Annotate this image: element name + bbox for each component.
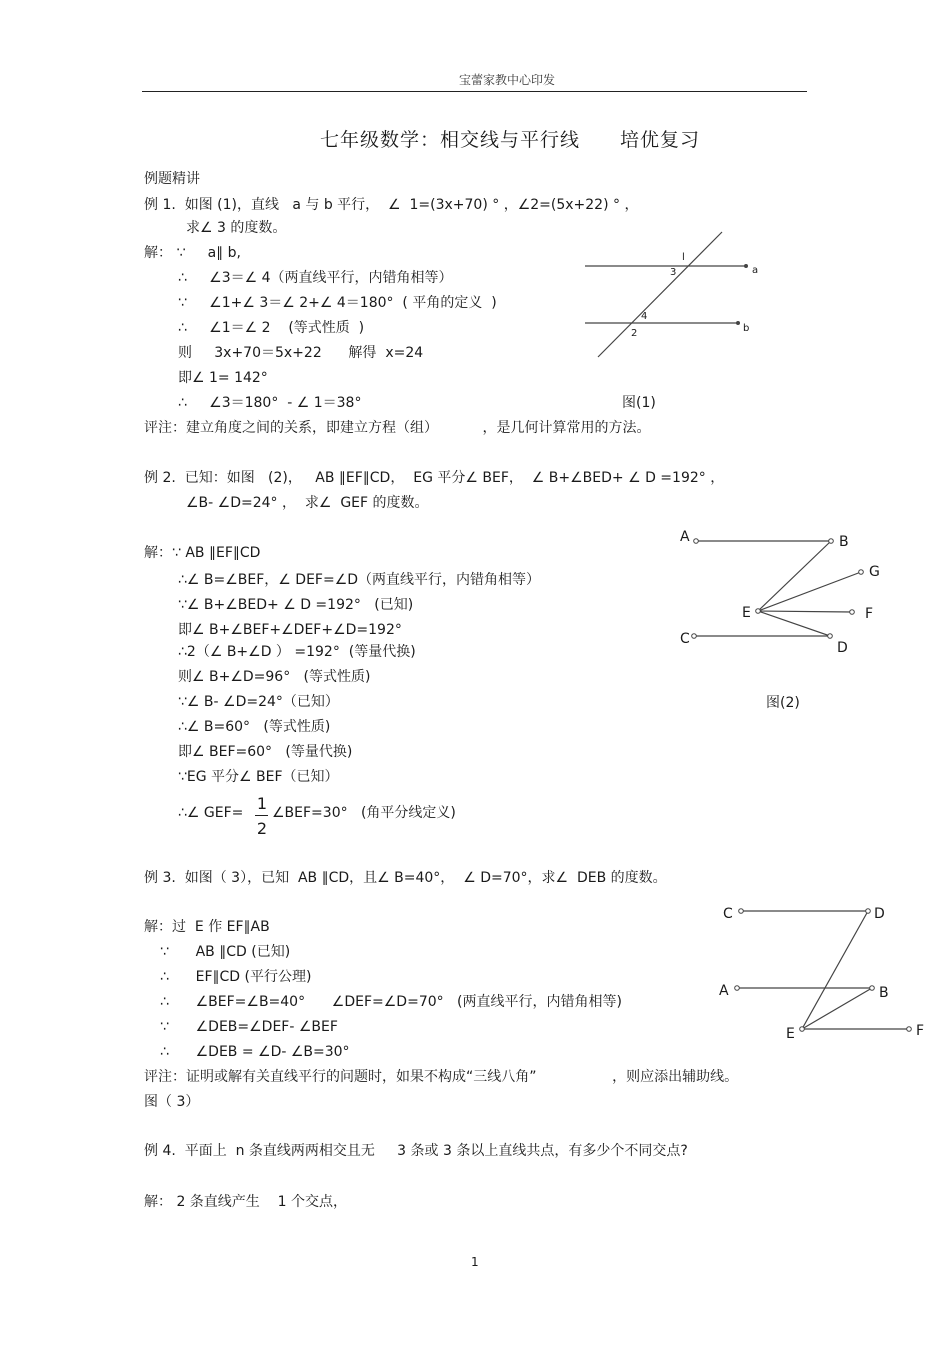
point-C xyxy=(739,909,744,914)
fig3-label-C: C xyxy=(723,906,733,922)
fig1-label-l: l xyxy=(682,252,685,263)
ex4-solution-line: 解： 2 条直线产生 1 个交点， xyxy=(144,1194,347,1210)
ex2-solution-line: 即∠ B+∠BEF+∠DEF+∠D=192° xyxy=(178,622,402,638)
ex2-final-line-suffix: ∠BEF=30° (角平分线定义) xyxy=(272,805,456,821)
ex1-question-line2: 求∠ 3 的度数。 xyxy=(186,220,287,236)
point-D xyxy=(866,909,871,914)
ex2-solution-line: ∵∠ B- ∠D=24°（已知） xyxy=(178,694,339,710)
fig1-label-b: b xyxy=(743,323,750,334)
page-title: 七年级数学：相交线与平行线 培优复习 xyxy=(320,129,701,151)
ex2-solution-line: 即∠ BEF=60° (等量代换) xyxy=(178,744,353,760)
ex2-solution-line: ∵∠ B+∠BED+ ∠ D =192° (已知) xyxy=(178,597,414,613)
page-number: 1 xyxy=(471,1255,479,1269)
point-E xyxy=(800,1027,805,1032)
figure-2-caption: 图(2) xyxy=(766,695,800,711)
ex2-solution-line: ∵EG 平分∠ BEF（已知） xyxy=(178,769,339,785)
ex1-solution-line: 即∠ 1= 142° xyxy=(178,370,268,386)
figure-3-caption: 图（ 3） xyxy=(144,1094,200,1110)
ex3-solution-line: ∴ ∠BEF=∠B=40° ∠DEF=∠D=70° (两直线平行，内错角相等) xyxy=(160,994,622,1010)
fig3-label-B: B xyxy=(879,985,889,1001)
segment-EB xyxy=(802,988,872,1029)
ex2-final-line-prefix: ∴∠ GEF= xyxy=(178,805,244,821)
fig1-label-2: 2 xyxy=(631,328,638,339)
ex3-note: 评注：证明或解有关直线平行的问题时，如果不构成“三线八角” ，则应添出辅助线。 xyxy=(144,1069,739,1085)
fig2-label-G: G xyxy=(869,564,880,580)
fig3-label-E: E xyxy=(786,1026,795,1042)
fig3-label-D: D xyxy=(874,906,885,922)
ex1-solution-line: 则 3x+70＝5x+22 解得 x=24 xyxy=(178,345,424,361)
segment-ED xyxy=(802,911,868,1029)
point-B xyxy=(870,986,875,991)
fig1-label-4: 4 xyxy=(641,311,648,322)
ex2-question-line1: 例 2. 已知：如图 (2)， AB ∥EF∥CD， EG 平分∠ BEF， ∠ B+∠BED+ ∠ D =192° ， xyxy=(144,470,725,486)
fig3-label-F: F xyxy=(916,1023,925,1039)
point-A xyxy=(735,986,740,991)
fraction-numerator: 1 xyxy=(256,794,268,813)
ex2-question-line2: ∠B- ∠D=24° ， 求∠ GEF 的度数。 xyxy=(186,495,429,511)
ex2-solution-line: ∴∠ B=60° (等式性质) xyxy=(178,719,331,735)
ex1-question-line1: 例 1. 如图 (1)，直线 a 与 b 平行， ∠ 1=(3x+70) ° ，∠2=(5x+22) ° ， xyxy=(144,197,639,213)
section-heading: 例题精讲 xyxy=(144,171,200,187)
fig2-label-D: D xyxy=(837,640,848,656)
ex2-solution-line: 解：∵ AB ∥EF∥CD xyxy=(144,545,261,561)
fig1-label-3: 3 xyxy=(670,267,677,278)
header-publisher: 宝蕾家教中心印发 xyxy=(459,73,556,87)
fig2-label-E: E xyxy=(742,605,751,621)
ex2-solution-line: 则∠ B+∠D=96° (等式性质) xyxy=(178,669,371,685)
point-F xyxy=(907,1027,912,1032)
ex2-solution-line: ∴∠ B=∠BEF，∠ DEF=∠D（两直线平行，内错角相等） xyxy=(178,572,541,588)
fig2-label-F: F xyxy=(865,606,874,622)
ex1-solution-line: 解： ∵ a∥ b, xyxy=(144,245,241,261)
ex1-solution-line: ∴ ∠3＝180° - ∠ 1＝38° xyxy=(178,395,362,411)
ex3-solution-line: 解：过 E 作 EF∥AB xyxy=(144,919,270,935)
ex3-solution-line: ∴ EF∥CD (平行公理) xyxy=(160,969,312,985)
ex1-solution-line: ∴ ∠3＝∠ 4（两直线平行，内错角相等） xyxy=(178,270,453,286)
fig1-label-a: a xyxy=(752,265,759,276)
fig2-label-B: B xyxy=(839,534,849,550)
fig2-label-A: A xyxy=(680,529,690,545)
ex3-solution-line: ∵ AB ∥CD (已知) xyxy=(160,944,291,960)
ex3-question: 例 3. 如图（ 3），已知 AB ∥CD，且∠ B=40°， ∠ D=70°，求∠ DEB 的度数。 xyxy=(144,870,667,886)
ex1-solution-line: ∴ ∠1＝∠ 2 (等式性质 ) xyxy=(178,320,365,336)
fraction-denominator: 2 xyxy=(256,819,268,838)
fig3-label-A: A xyxy=(719,983,729,999)
figure-1-caption: 图(1) xyxy=(622,395,656,411)
ex1-solution-line: ∵ ∠1+∠ 3＝∠ 2+∠ 4＝180° ( 平角的定义 ) xyxy=(178,295,497,311)
ex4-question: 例 4. 平面上 n 条直线两两相交且无 3 条或 3 条以上直线共点，有多少个不同交点? xyxy=(144,1143,688,1159)
fig2-label-C: C xyxy=(680,631,690,647)
ex1-note: 评注：建立角度之间的关系，即建立方程（组） ，是几何计算常用的方法。 xyxy=(144,420,651,436)
ex3-solution-line: ∵ ∠DEB=∠DEF- ∠BEF xyxy=(160,1019,338,1035)
ex2-solution-line: ∴2（∠ B+∠D ） =192° (等量代换) xyxy=(178,644,416,660)
ex3-solution-line: ∴ ∠DEB = ∠D- ∠B=30° xyxy=(160,1044,350,1060)
